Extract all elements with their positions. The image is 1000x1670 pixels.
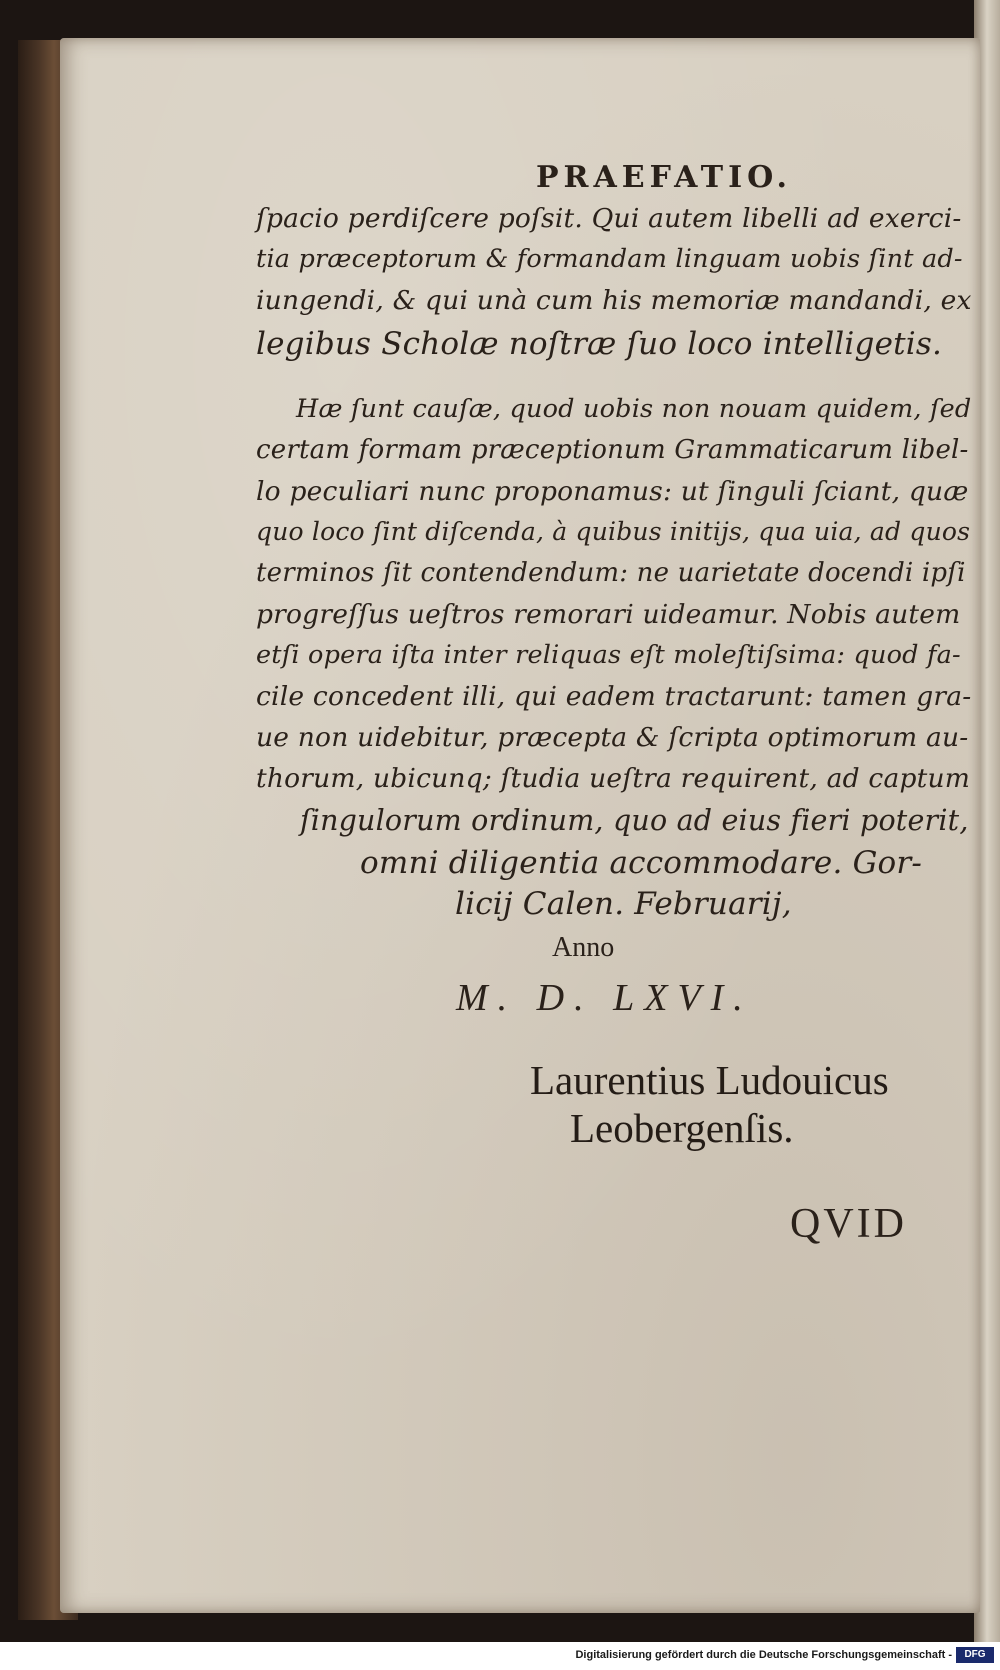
catchword: QVID <box>790 1201 907 1247</box>
text-line-7: lo peculiari nunc proponamus: ut ſinguli ſciant, quæ <box>256 476 969 507</box>
text-line-16: omni diligentia accommodare. Gor- <box>360 845 923 881</box>
text-line-2: tia præceptorum & formandam linguam uobis ſint ad- <box>256 244 963 274</box>
text-line-10: progreſſus ueſtros remorari uideamur. Nobis autem <box>256 599 961 630</box>
book-page <box>60 38 980 1613</box>
signature-place: Leobergenſis. <box>570 1105 794 1151</box>
text-line-13: ue non uidebitur, præcepta & ſcripta optimorum au- <box>256 722 969 753</box>
text-line-17: licij Calen. Februarij, <box>455 886 792 922</box>
text-line-4: legibus Scholæ noſtræ ſuo loco intelligetis. <box>256 326 943 362</box>
text-line-11: etſi opera iſta inter reliquas eſt moleſtiſsima: quod fa- <box>256 640 961 670</box>
signature-name: Laurentius Ludouicus <box>530 1057 889 1103</box>
dfg-logo: DFG <box>956 1647 994 1663</box>
anno-label: Anno <box>552 932 615 963</box>
footer-bar <box>0 1642 1000 1670</box>
text-line-12: cile concedent illi, qui eadem tractarunt: tamen gra- <box>256 681 972 712</box>
text-line-8: quo loco ſint diſcenda, à quibus initijs, qua uia, ad quos <box>256 517 971 546</box>
text-line-9: terminos ſit contendendum: ne uarietate docendi ipſi <box>256 558 966 588</box>
text-line-14: thorum, ubicunq; ſtudia ueſtra requirent, ad captum <box>256 763 971 794</box>
text-line-1: ſpacio perdiſcere poſsit. Qui autem libelli ad exerci- <box>256 203 962 234</box>
text-line-5: Hæ ſunt cauſæ, quod uobis non nouam quidem, ſed <box>296 394 972 424</box>
running-head: PRAEFATIO. <box>536 160 792 195</box>
text-line-6: certam formam præceptionum Grammaticarum libel- <box>256 435 969 465</box>
year-numeral: M. D. LXVI. <box>456 977 753 1019</box>
funding-credit: Digitalisierung gefördert durch die Deutsche Forschungsgemeinschaft - <box>575 1649 952 1661</box>
text-line-15: ſingulorum ordinum, quo ad eius fieri poterit, <box>300 804 969 837</box>
text-line-3: iungendi, & qui unà cum his memoriæ mandandi, ex <box>256 285 972 316</box>
